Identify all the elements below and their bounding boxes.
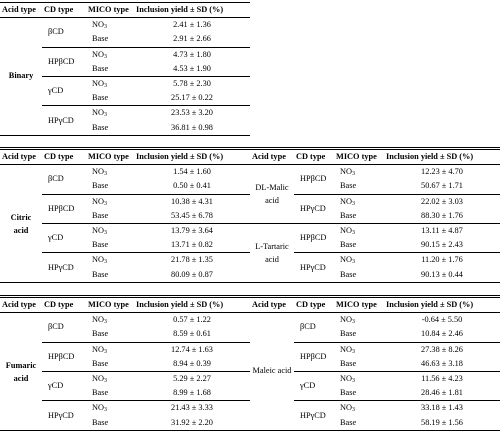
- cd-label: HPβCD: [48, 56, 75, 66]
- cd-label: HPγCD: [48, 115, 74, 125]
- acid-label: Citric acid: [10, 212, 32, 235]
- yield-value: 80.09 ± 0.87: [171, 269, 213, 279]
- cd-label: HPβCD: [300, 174, 327, 184]
- mico-no3: $NO_3$: [340, 255, 355, 266]
- mico-no3: $NO_3$: [340, 196, 355, 207]
- mico-no3: $NO_3$: [340, 315, 355, 326]
- yield-value: -0.64 ± 5.50: [421, 315, 463, 325]
- mico-no3: $NO_3$: [340, 403, 355, 414]
- mico-base: Base: [92, 181, 109, 191]
- acid-label: Fumaric acid: [5, 360, 37, 383]
- mico-type-header: MICO type: [88, 300, 129, 309]
- mico-type-header: MICO type: [88, 152, 129, 161]
- mico-no3: $NO_3$: [92, 79, 107, 90]
- yield-value: 21.78 ± 1.35: [171, 255, 213, 265]
- inclusion-yield-header: Inclusion yield ± SD (%): [136, 300, 224, 309]
- mico-no3: $NO_3$: [92, 344, 107, 355]
- yield-value: 53.45 ± 6.78: [171, 210, 213, 220]
- yield-value: 90.15 ± 2.43: [421, 240, 463, 250]
- yield-value: 90.13 ± 0.44: [421, 269, 463, 279]
- cd-label: βCD: [300, 322, 316, 332]
- acid-label: L-Tartaric acid: [255, 241, 289, 264]
- mico-type-header: MICO type: [88, 5, 129, 14]
- yield-value: 1.54 ± 1.60: [173, 167, 211, 177]
- mico-base: Base: [92, 358, 109, 368]
- mico-base: Base: [92, 93, 109, 103]
- acid-label: Maleic acid: [252, 366, 292, 376]
- yield-value: 33.18 ± 1.43: [421, 403, 463, 413]
- yield-value: 22.02 ± 3.03: [421, 196, 463, 206]
- mico-no3: $NO_3$: [92, 49, 107, 60]
- acid-type-header: Acid type: [252, 152, 286, 161]
- cd-label: HPγCD: [48, 262, 74, 272]
- cd-label: γCD: [300, 381, 316, 391]
- yield-value: 4.73 ± 1.80: [173, 49, 211, 59]
- mico-no3: $NO_3$: [92, 315, 107, 326]
- yield-value: 36.81 ± 0.98: [171, 122, 213, 132]
- binary-table: [0, 2, 250, 136]
- cd-label: γCD: [48, 233, 64, 243]
- mico-no3: $NO_3$: [92, 403, 107, 414]
- cd-label: HPβCD: [48, 203, 75, 213]
- yield-value: 8.59 ± 0.61: [173, 329, 211, 339]
- yield-value: 13.71 ± 0.82: [171, 240, 213, 250]
- mico-base: Base: [92, 122, 109, 132]
- acid-label: DL-Malic acid: [255, 183, 289, 206]
- yield-value: 25.17 ± 0.22: [171, 93, 213, 103]
- yield-value: 2.91 ± 2.66: [173, 34, 211, 44]
- mico-type-header: MICO type: [336, 300, 377, 309]
- cd-label: HPγCD: [300, 410, 326, 420]
- yield-value: 8.94 ± 0.39: [173, 358, 211, 368]
- mico-base: Base: [340, 181, 357, 191]
- yield-value: 0.50 ± 0.41: [173, 181, 211, 191]
- yield-value: 13.11 ± 4.87: [421, 226, 463, 236]
- yield-value: 5.29 ± 2.27: [173, 374, 211, 384]
- mico-no3: $NO_3$: [92, 167, 107, 178]
- yield-value: 28.46 ± 1.81: [421, 388, 463, 398]
- cd-type-header: CD type: [44, 152, 74, 161]
- mico-base: Base: [92, 388, 109, 398]
- yield-value: 2.41 ± 1.36: [173, 20, 211, 30]
- mico-base: Base: [340, 240, 357, 250]
- inclusion-yield-header: Inclusion yield ± SD (%): [386, 152, 474, 161]
- yield-value: 27.38 ± 8.26: [421, 344, 463, 354]
- mico-no3: $NO_3$: [340, 167, 355, 178]
- mico-no3: $NO_3$: [92, 255, 107, 266]
- mico-no3: $NO_3$: [340, 344, 355, 355]
- cd-label: HPγCD: [48, 410, 74, 420]
- yield-value: 31.92 ± 2.20: [171, 417, 213, 427]
- mico-base: Base: [340, 388, 357, 398]
- cd-label: γCD: [48, 381, 64, 391]
- mico-base: Base: [92, 34, 109, 44]
- yield-value: 11.20 ± 1.76: [421, 255, 463, 265]
- yield-value: 21.43 ± 3.33: [171, 403, 213, 413]
- mico-base: Base: [340, 329, 357, 339]
- mico-no3: $NO_3$: [92, 108, 107, 119]
- cd-type-header: CD type: [44, 5, 74, 14]
- cd-label: HPβCD: [300, 351, 327, 361]
- mico-base: Base: [92, 417, 109, 427]
- mico-base: Base: [340, 210, 357, 220]
- mico-base: Base: [340, 417, 357, 427]
- cd-label: βCD: [48, 27, 64, 37]
- yield-value: 46.63 ± 3.18: [421, 358, 463, 368]
- mico-base: Base: [92, 240, 109, 250]
- citric-malic-tartaric-table: [0, 147, 500, 283]
- header-row: [0, 3, 250, 18]
- mico-no3: $NO_3$: [92, 374, 107, 385]
- yield-value: 12.74 ± 1.63: [171, 344, 213, 354]
- yield-value: 5.78 ± 2.30: [173, 79, 211, 89]
- cd-label: γCD: [48, 86, 64, 96]
- mico-no3: $NO_3$: [92, 226, 107, 237]
- cd-type-header: CD type: [44, 300, 74, 309]
- mico-no3: $NO_3$: [340, 226, 355, 237]
- yield-value: 10.38 ± 4.31: [171, 196, 213, 206]
- mico-no3: $NO_3$: [92, 20, 107, 31]
- cd-label: βCD: [48, 322, 64, 332]
- mico-base: Base: [340, 358, 357, 368]
- mico-base: Base: [92, 210, 109, 220]
- inclusion-yield-header: Inclusion yield ± SD (%): [136, 152, 224, 161]
- yield-value: 0.57 ± 1.22: [173, 315, 211, 325]
- mico-no3: $NO_3$: [340, 374, 355, 385]
- yield-value: 58.19 ± 1.56: [421, 417, 463, 427]
- acid-type-header: Acid type: [2, 300, 36, 309]
- fumaric-maleic-table: [0, 295, 500, 431]
- yield-value: 8.99 ± 1.68: [173, 388, 211, 398]
- yield-value: 4.53 ± 1.90: [173, 63, 211, 73]
- cd-label: HPγCD: [300, 203, 326, 213]
- acid-type-header: Acid type: [2, 152, 36, 161]
- yield-value: 13.79 ± 3.64: [171, 226, 213, 236]
- yield-value: 88.30 ± 1.76: [421, 210, 463, 220]
- cd-label: HPβCD: [300, 233, 327, 243]
- cd-type-header: CD type: [296, 152, 326, 161]
- mico-base: Base: [92, 269, 109, 279]
- mico-base: Base: [340, 269, 357, 279]
- yield-value: 23.53 ± 3.20: [171, 108, 213, 118]
- cd-label: HPγCD: [300, 262, 326, 272]
- acid-type-header: Acid type: [252, 300, 286, 309]
- cd-label: HPβCD: [48, 351, 75, 361]
- mico-base: Base: [92, 329, 109, 339]
- cd-label: βCD: [48, 174, 64, 184]
- yield-value: 10.84 ± 2.46: [421, 329, 463, 339]
- acid-type-header: Acid type: [2, 5, 36, 14]
- yield-value: 50.67 ± 1.71: [421, 181, 463, 191]
- yield-value: 12.23 ± 4.70: [421, 167, 463, 177]
- inclusion-yield-header: Inclusion yield ± SD (%): [136, 5, 224, 14]
- inclusion-yield-header: Inclusion yield ± SD (%): [386, 300, 474, 309]
- mico-no3: $NO_3$: [92, 196, 107, 207]
- mico-type-header: MICO type: [336, 152, 377, 161]
- header-row: [0, 149, 500, 165]
- header-row: [0, 297, 500, 313]
- mico-base: Base: [92, 63, 109, 73]
- acid-label: Binary: [8, 71, 34, 81]
- cd-type-header: CD type: [296, 300, 326, 309]
- yield-value: 11.56 ± 4.23: [421, 374, 463, 384]
